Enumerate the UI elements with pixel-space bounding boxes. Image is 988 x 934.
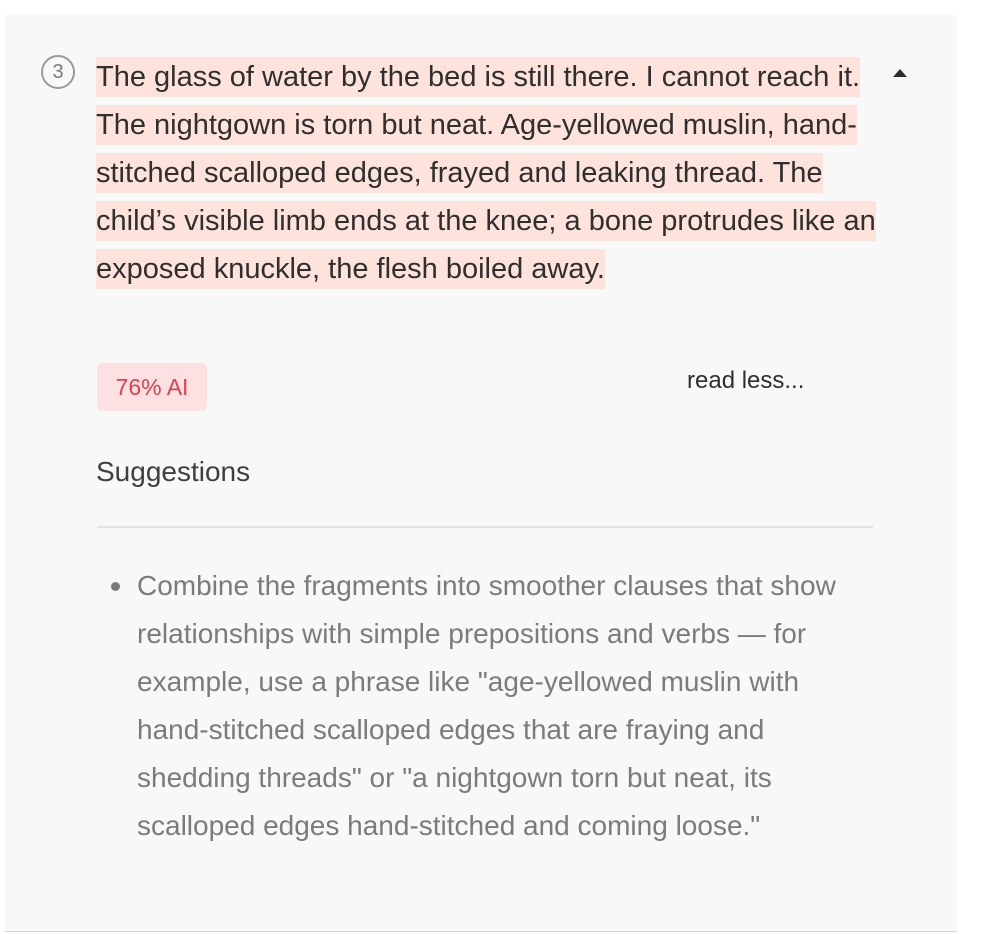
suggestions-heading: Suggestions <box>96 456 251 487</box>
read-less-link[interactable]: read less... <box>687 367 805 394</box>
suggestion-item <box>108 562 838 850</box>
ai-score-badge: 76% AI <box>97 363 207 411</box>
item-number-badge: 3 <box>41 55 75 89</box>
suggestions-divider <box>97 526 873 528</box>
card-bottom-divider <box>5 931 957 932</box>
bullet-icon <box>111 582 120 591</box>
chevron-up-icon <box>893 69 907 77</box>
passage-highlight: The glass of water by the bed is still there. I cannot reach it. The nightgown is torn but neat. Age-yellowed muslin, hand-stitched scalloped edges, frayed and leaking thread. The child’s visible limb ends at the knee; a bone protrudes like an exposed knuckle, the flesh boiled away. <box>96 57 876 289</box>
suggestion-text: Combine the fragments into smoother clauses that show relationships with simple prepositions and verbs — for example, use a phrase like "age-yellowed muslin with hand-stitched scalloped edges that are fraying and shedding threads" or "a nightgown torn but neat, its scalloped edges hand-stitched and coming loose." <box>137 570 836 841</box>
flagged-passage <box>96 53 886 293</box>
collapse-toggle-button[interactable] <box>884 62 916 84</box>
suggestion-list <box>108 562 838 850</box>
